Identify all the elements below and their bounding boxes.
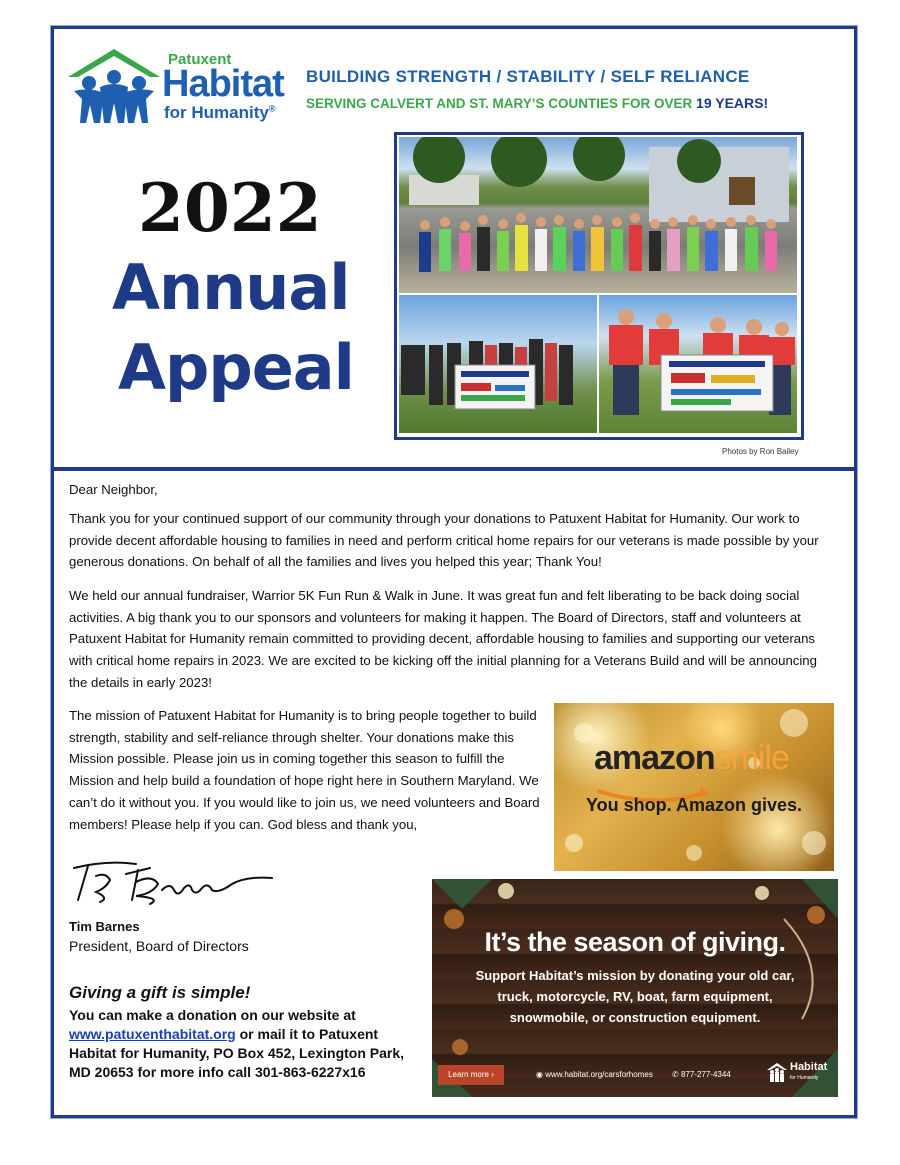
signer-title: President, Board of Directors — [69, 938, 249, 954]
paragraph-mission: The mission of Patuxent Habitat for Humanity is to bring people together to build strength, stability and self-reliance through shelter. Your donations make this Mission possible. Please join us in coming together this season to fulfill the Mission and help build a foundation of hope right here in Southern Maryland. We can’t do it without you. If you would like to join us, we need volunteers and Board members! Please help if you can. God bless and thank you, — [69, 708, 540, 832]
volunteers-banner-photo-right — [599, 295, 797, 433]
cars-ad-body: Support Habitat’s mission by donating your old car, truck, motorcycle, RV, boat, farm equipment, snowmobile, or construction equipment. — [475, 968, 795, 1025]
title-appeal: Appeal — [118, 331, 354, 404]
logo-habitat: Habitat — [162, 63, 284, 105]
cars-ad-headline: It’s the season of giving. — [484, 927, 786, 957]
globe-icon: ◉ — [536, 1070, 543, 1079]
logo-patuxent: Patuxent — [168, 51, 232, 68]
header-box — [54, 29, 854, 471]
photo-collage — [394, 132, 804, 440]
chevron-right-icon: › — [491, 1070, 494, 1079]
runners-photo — [399, 137, 797, 293]
title-annual: Annual — [112, 251, 350, 324]
page-frame — [51, 26, 857, 1118]
cars-ad-phone: ✆ 877-277-4344 — [672, 1070, 731, 1079]
volunteers-banner-photo-left — [399, 295, 597, 433]
photo-credit: Photos by Ron Bailey — [722, 447, 799, 456]
signature-image — [66, 854, 286, 909]
amazon-smile-logo: amazonsmile — [594, 739, 789, 777]
habitat-logo-icon — [766, 1061, 788, 1083]
logo-for-humanity: for Humanity® — [164, 103, 276, 122]
cars-for-homes-ad[interactable] — [432, 879, 838, 1097]
gift-text: You can make a donation on our website at www.patuxenthabitat.org or mail it to Patuxent Habitat for Humanity, PO Box 452, Lexington Park, MD 20653 for more info call 301-863-6227x16 — [69, 1007, 405, 1080]
amazon-smile-slogan: You shop. Amazon gives. — [586, 795, 803, 815]
habitat-house-people-icon — [64, 47, 164, 127]
amazon-smile-ad[interactable] — [554, 703, 834, 871]
phone-icon: ✆ — [672, 1070, 679, 1079]
learn-more-button[interactable]: Learn more › — [438, 1065, 504, 1085]
gift-heading: Giving a gift is simple! — [69, 983, 251, 1002]
salutation: Dear Neighbor, — [69, 482, 158, 497]
website-link[interactable]: www.patuxenthabitat.org — [69, 1026, 236, 1042]
paragraph-fundraiser: We held our annual fundraiser, Warrior 5K Fun Run & Walk in June. It was great fun and felt liberating to be back doing social activities. A big thank you to our sponsors and volunteers for making it happen. The Board of Directors, staff and volunteers at Patuxent Habitat for Humanity remain committed to providing decent, affordable housing to families and supporting our veterans with critical home repairs in 2023. We are excited to be kicking off the initial planning for a Veterans Build and will be announcing the details in early 2023! — [69, 588, 817, 690]
cars-ad-habitat-logo: Habitat for Humanity — [766, 1057, 832, 1089]
tagline-serving: SERVING CALVERT AND ST. MARY’S COUNTIES FOR OVER 19 YEARS! — [306, 95, 769, 111]
signer-name: Tim Barnes — [69, 919, 140, 934]
paragraph-thanks: Thank you for your continued support of our community through your donations to Patuxent Habitat for Humanity. Our work to provide decent affordable housing to families in need and perform critical home repairs for our veterans is made possible by your generous donations. On behalf of all the families and lives you helped this year; Thank You! — [69, 511, 819, 570]
title-year: 2022 — [138, 169, 322, 247]
habitat-logo — [64, 47, 294, 127]
cars-ad-website[interactable]: ◉ www.habitat.org/carsforhomes — [536, 1070, 653, 1079]
tagline-building: BUILDING STRENGTH / STABILITY / SELF RELIANCE — [306, 67, 750, 86]
